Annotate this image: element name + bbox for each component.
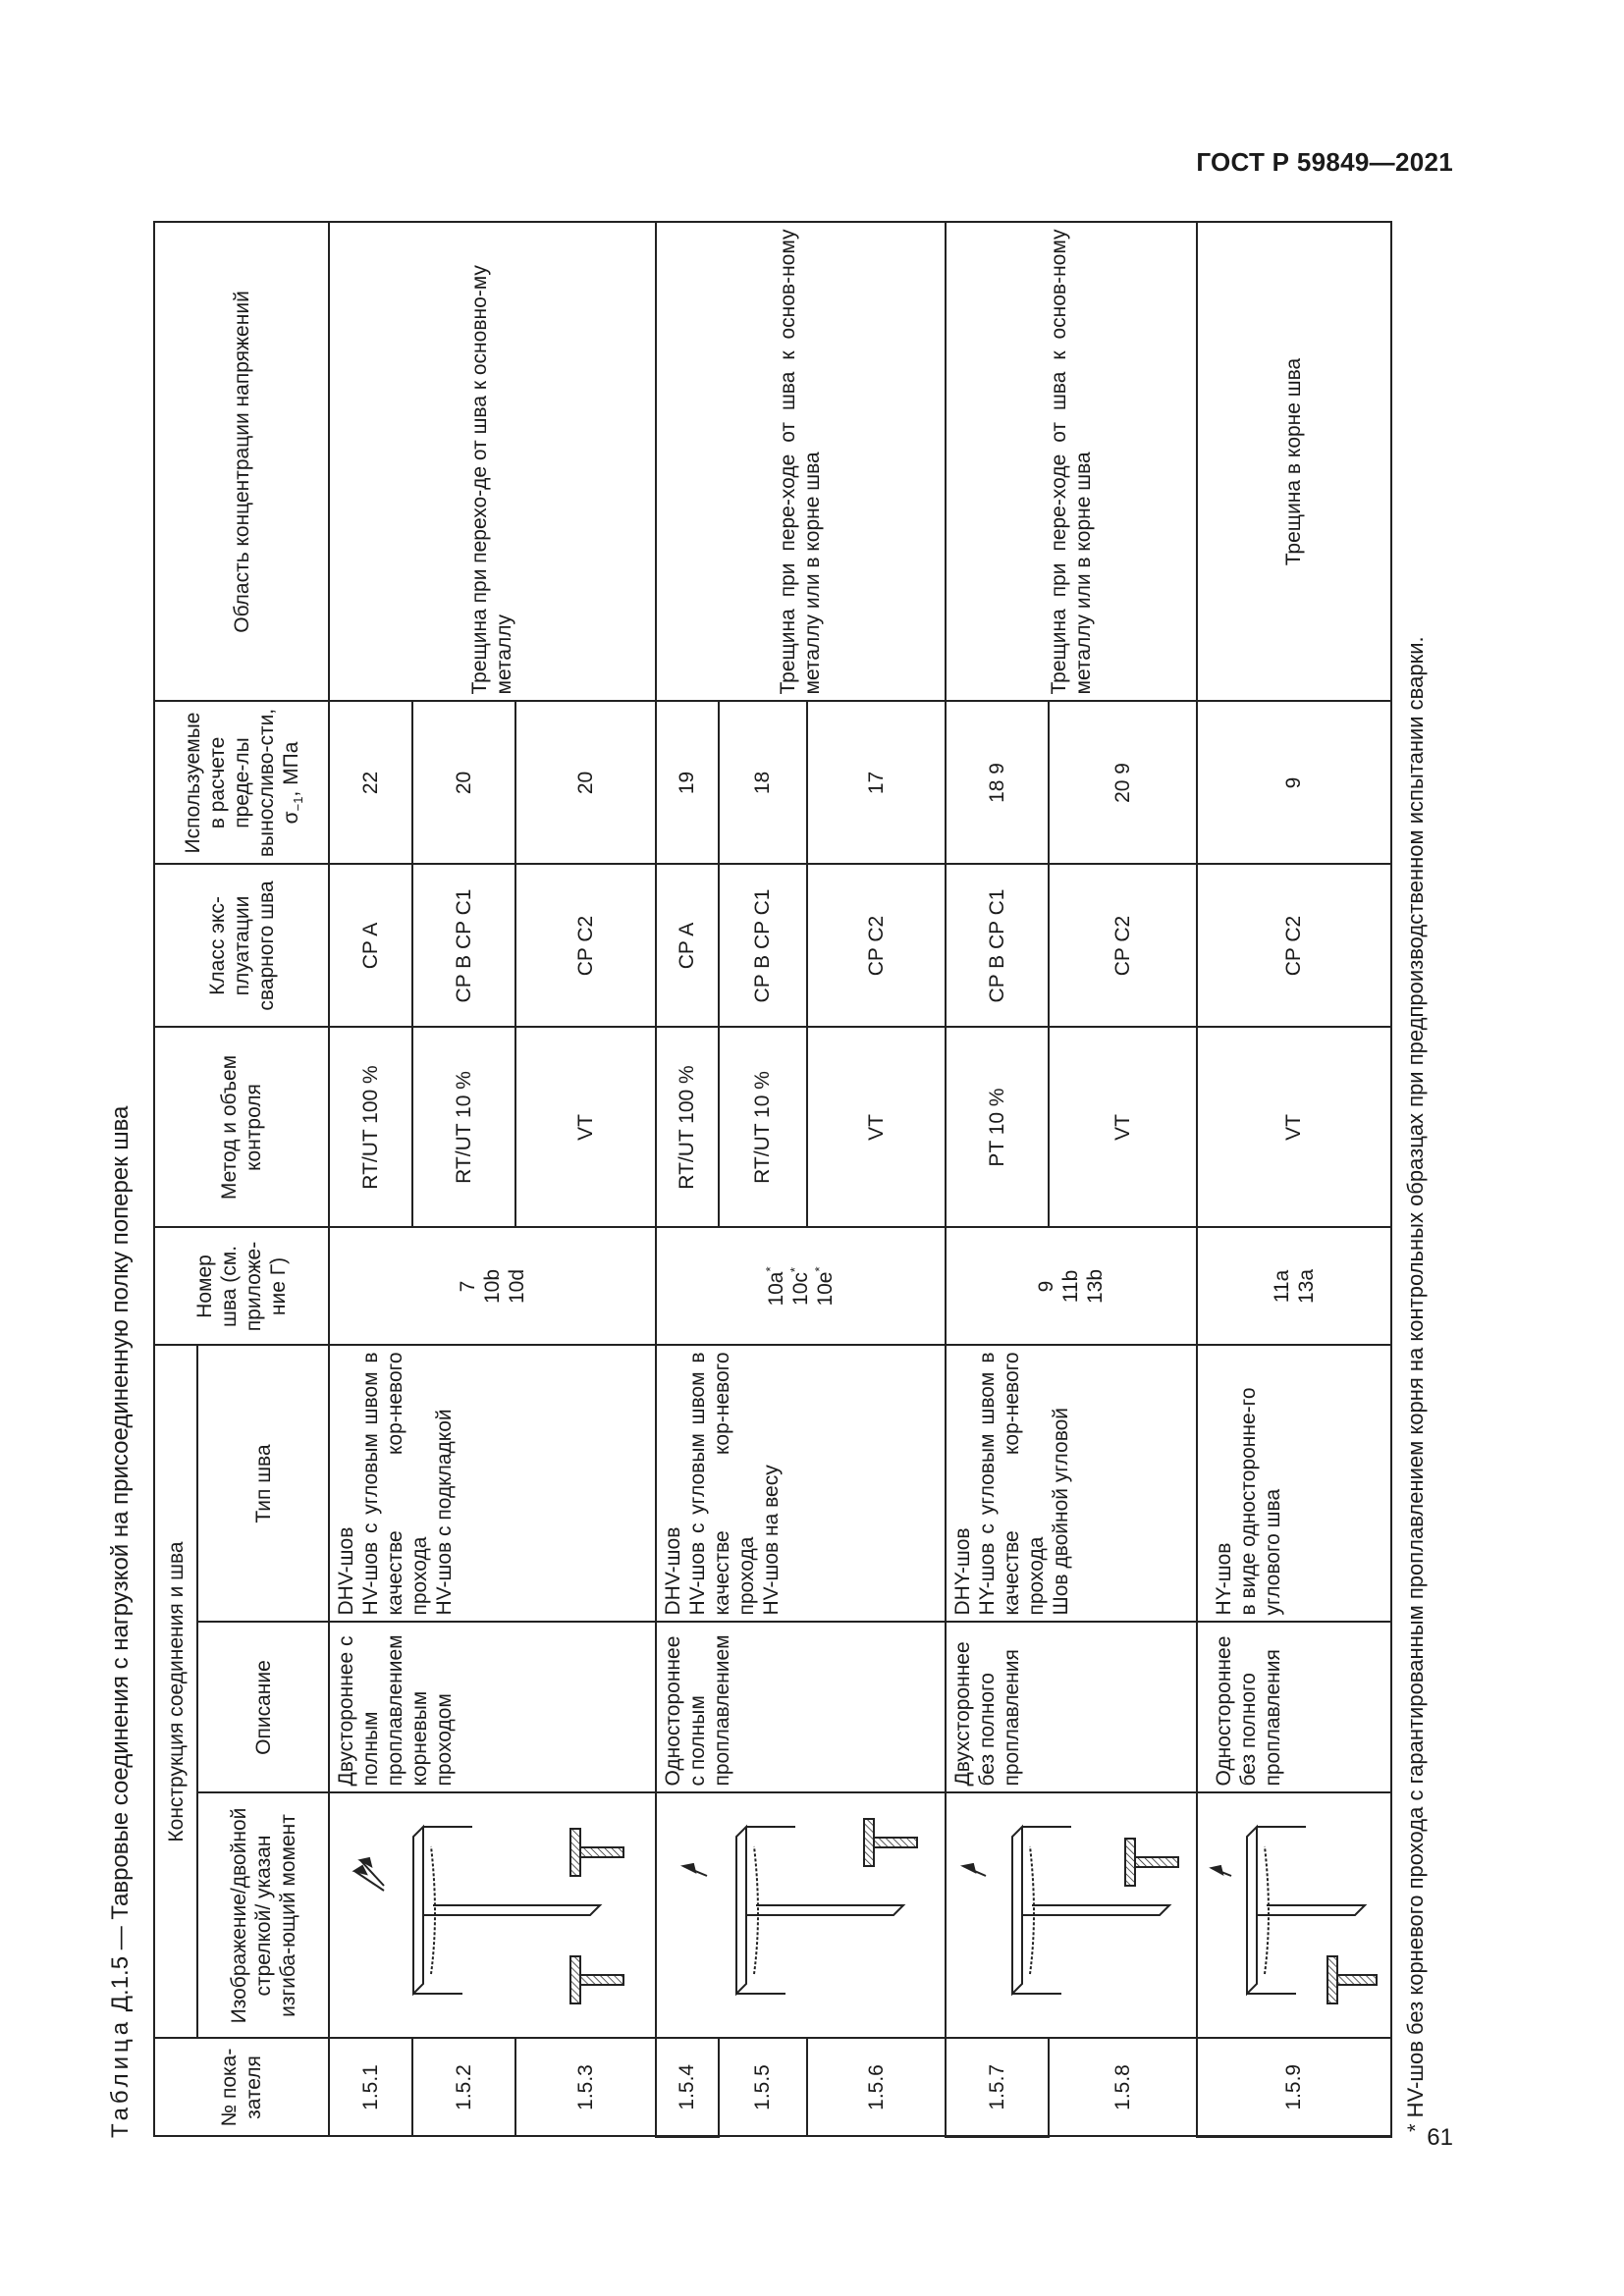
row-no: 1.5.2 [412, 2039, 515, 2137]
stress-area-cell: Трещина в корне шва [1197, 222, 1391, 701]
table-row [329, 222, 412, 2136]
stress-area-cell: Трещина при пере-ходе от шва к основ-ному металлу или в корне шва [656, 222, 946, 701]
weld-number [813, 1234, 838, 1338]
class-cell: CP A [656, 864, 719, 1027]
fatigue-cell: 22 [329, 701, 412, 864]
row-no: 1.5.9 [1197, 2039, 1391, 2137]
header-stress-area: Область концентрации напряжений [154, 222, 329, 701]
weld-number [788, 1234, 813, 1338]
method-cell: RT/UT 10 % [412, 1027, 515, 1227]
table-footnote: * HV-шов без корневого прохода с гарантированным проплавлением корня на контрольных образцах при предпроизводственном испытании сварки. [1403, 636, 1428, 2132]
header-no: № пока-зателя [154, 2039, 329, 2137]
row-no: 1.5.4 [656, 2039, 719, 2137]
weld-number: 11a [1270, 1269, 1293, 1304]
method-cell: RT/UT 100 % [329, 1027, 412, 1227]
table-row [656, 222, 719, 2136]
class-cell: CP B CP C1 [719, 864, 807, 1027]
double-tee-joint-icon [345, 1794, 639, 2038]
fatigue-cell: 9 [1197, 701, 1391, 864]
weld-number-cell [946, 1227, 1197, 1345]
joint-image-cell [329, 1793, 656, 2039]
weld-table [153, 221, 1392, 2138]
description-cell: Двухстороннее без полного проплавления [946, 1623, 1197, 1793]
weld-type-line: HV-шов с угловым швом в качестве кор-невого прохода [685, 1352, 758, 1616]
method-cell: VT [515, 1027, 656, 1227]
stress-area-cell: Трещина при перехо-де от шва к основно-му металлу [329, 222, 656, 701]
header-fatigue-sub: −1 [290, 796, 305, 812]
weld-type-line: HV-шов с подкладкой [433, 1409, 456, 1616]
row-no: 1.5.7 [946, 2039, 1049, 2137]
page-number: 61 [1427, 2124, 1453, 2151]
table-row [946, 222, 1049, 2136]
footnote-mark: * [811, 1266, 827, 1272]
weld-number-cell [1197, 1227, 1391, 1345]
table-caption-text: Д.1.5 — Тавровые соединения с нагрузкой на присоединенную полку поперек шва [107, 1105, 134, 2012]
weld-type-cell [946, 1345, 1197, 1622]
weld-number-cell [656, 1227, 946, 1345]
header-method: Метод и объем контроля [154, 1027, 329, 1227]
class-cell: CP B CP C1 [946, 864, 1049, 1027]
fatigue-cell: 20 [515, 701, 656, 864]
table-row [1197, 222, 1391, 2136]
weld-number: 11b [1059, 1269, 1083, 1304]
standard-code: ГОСТ Р 59849—2021 [1196, 147, 1453, 177]
row-no: 1.5.3 [515, 2039, 656, 2137]
class-cell: CP A [329, 864, 412, 1027]
method-cell: VT [807, 1027, 946, 1227]
weld-number: 10d [505, 1268, 528, 1305]
weld-number-value: 10c [788, 1272, 812, 1306]
header-fatigue-post: , МПа [279, 741, 302, 797]
table-caption [106, 273, 145, 2138]
weld-type-line: DHY-шов [951, 1527, 974, 1616]
header-weld-number: Номер шва (см. приложе-ние Г) [154, 1227, 329, 1345]
weld-type-line: в виде односторонне-го углового шва [1236, 1387, 1284, 1616]
weld-number: 13b [1084, 1268, 1108, 1305]
row-no: 1.5.1 [329, 2039, 412, 2137]
weld-number: 7 [456, 1280, 479, 1293]
weld-number-value: 10e [813, 1271, 837, 1307]
table-caption-label: Таблица [107, 2017, 134, 2138]
header-fatigue-pre: Используемые в расчете преде-лы выносливо-сти, σ [181, 708, 302, 858]
method-cell: RT/UT 10 % [719, 1027, 807, 1227]
weld-type-line: DHV-шов [335, 1526, 357, 1616]
weld-number [764, 1234, 788, 1338]
header-image: Изображение/двойной стрелкой/ указан изгиба-ющий момент [197, 1793, 329, 2039]
single-fillet-tee-joint-icon [1208, 1794, 1380, 2038]
joint-image-cell [946, 1793, 1197, 2039]
method-cell: PT 10 % [946, 1027, 1049, 1227]
weld-type-cell [656, 1345, 946, 1622]
weld-type-line: DHV-шов [661, 1526, 684, 1616]
header-class: Класс экс-плуатации сварного шва [154, 864, 329, 1027]
row-no: 1.5.5 [719, 2039, 807, 2137]
rotated-content [106, 224, 1463, 2138]
fatigue-cell: 17 [807, 701, 946, 864]
row-no: 1.5.6 [807, 2039, 946, 2137]
joint-image-cell [1197, 1793, 1391, 2039]
weld-type-line: Шов двойной угловой [1050, 1407, 1072, 1616]
class-cell: CP C2 [1049, 864, 1197, 1027]
class-cell: CP C2 [1197, 864, 1391, 1027]
weld-number-value: 10a [764, 1271, 787, 1307]
weld-number-cell [329, 1227, 656, 1345]
weld-type-line: HV-шов на весу [759, 1465, 783, 1616]
method-cell: VT [1197, 1027, 1391, 1227]
footnote-mark: * [786, 1267, 802, 1273]
class-cell: CP B CP C1 [412, 864, 515, 1027]
single-tee-joint-icon [677, 1794, 923, 2038]
weld-number: 10b [480, 1268, 504, 1305]
description-cell: Одностороннее без полного проплавления [1197, 1623, 1391, 1793]
class-cell: CP C2 [515, 864, 656, 1027]
header-fatigue [154, 701, 329, 864]
fatigue-cell: 18 9 [946, 701, 1049, 864]
weld-number: 13a [1294, 1268, 1318, 1305]
fatigue-cell: 18 [719, 701, 807, 864]
weld-type-line: HV-шов с угловым швом в качестве кор-невого прохода [359, 1352, 431, 1616]
description-cell: Одностороннее с полным проплавлением [656, 1623, 946, 1793]
stress-area-cell: Трещина при пере-ходе от шва к основ-ному металлу или в корне шва [946, 222, 1197, 701]
fatigue-cell: 20 9 [1049, 701, 1197, 864]
header-construction: Конструкция соединения и шва [154, 1345, 197, 2038]
double-fillet-tee-joint-icon [958, 1794, 1184, 2038]
description-cell: Двустороннее с полным проплавлением корневым проходом [329, 1623, 656, 1793]
weld-number: 9 [1035, 1280, 1058, 1293]
weld-type-cell [329, 1345, 656, 1622]
fatigue-cell: 19 [656, 701, 719, 864]
header-description: Описание [197, 1623, 329, 1793]
weld-type-line: HY-шов с угловым швом в качестве кор-невого прохода [976, 1352, 1048, 1616]
joint-image-cell [656, 1793, 946, 2039]
class-cell: CP C2 [807, 864, 946, 1027]
fatigue-cell: 20 [412, 701, 515, 864]
weld-type-cell [1197, 1345, 1391, 1622]
weld-type-line: HY-шов [1212, 1542, 1235, 1616]
footnote-mark: * [762, 1266, 778, 1272]
method-cell: RT/UT 100 % [656, 1027, 719, 1227]
method-cell: VT [1049, 1027, 1197, 1227]
row-no: 1.5.8 [1049, 2039, 1197, 2137]
header-weld-type: Тип шва [197, 1345, 329, 1622]
